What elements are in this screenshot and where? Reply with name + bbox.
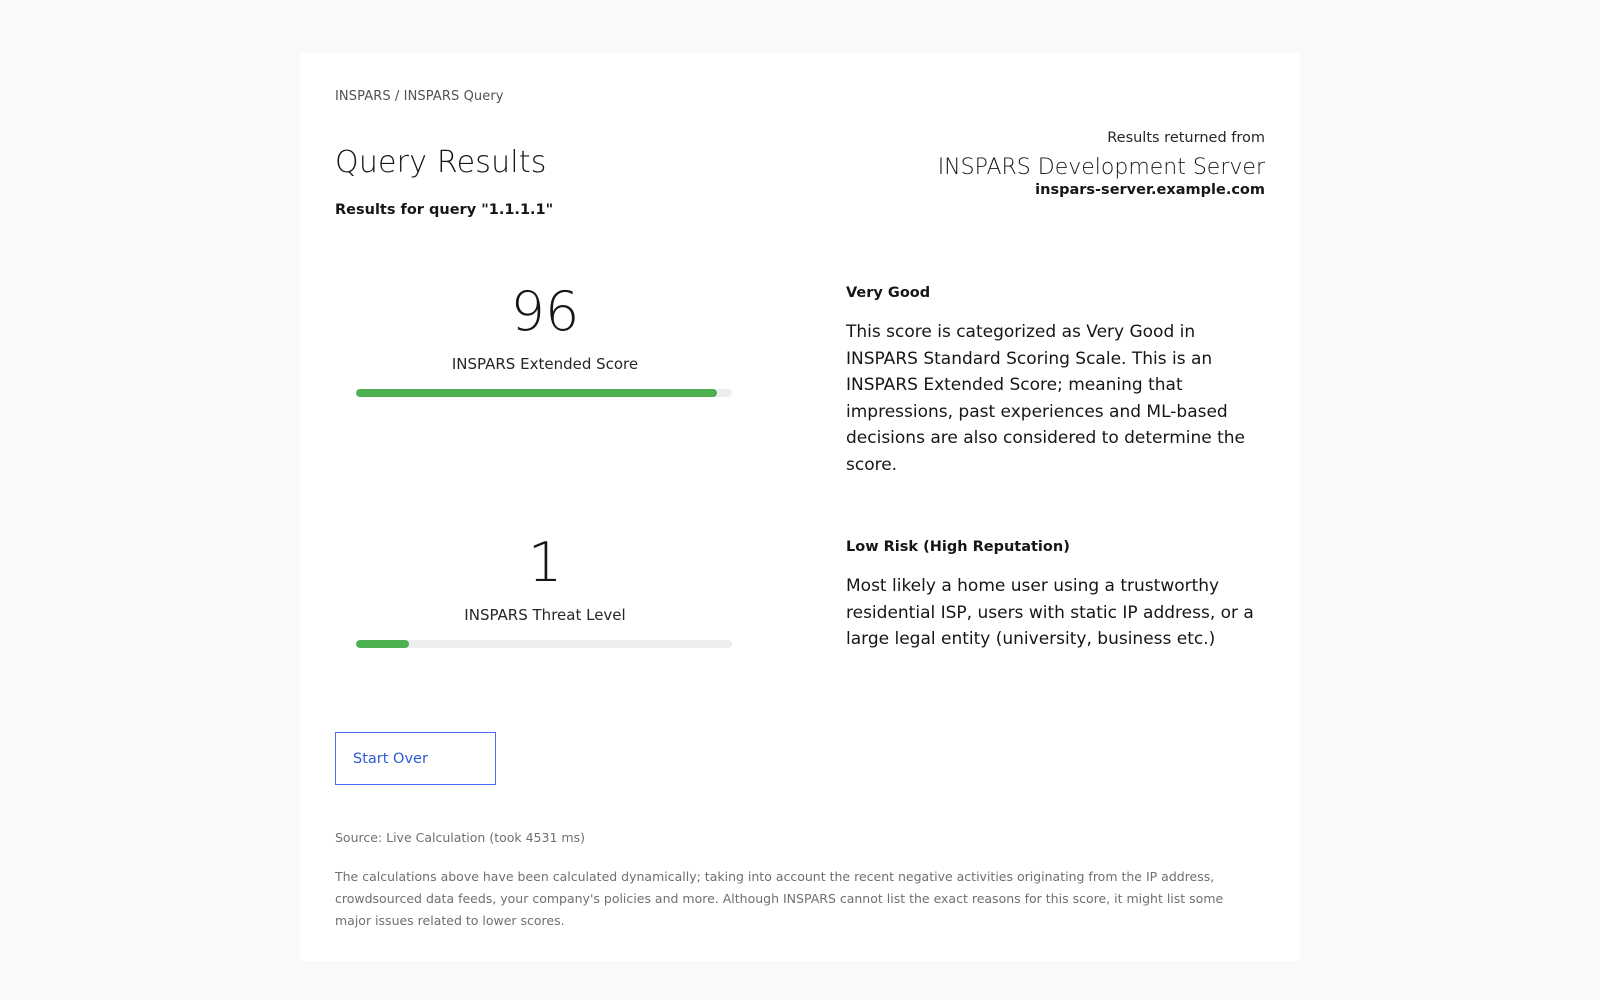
server-info [938,130,1265,198]
start-over-button[interactable]: Start Over [335,732,496,785]
server-name: INSPARS Development Server [937,155,1265,180]
extended-score-category: Very Good [846,285,931,301]
extended-score-description-text: This score is categorized as Very Good in INSPARS Standard Scoring Scale. This is an INSPARS Extended Score; meaning that impressions, past experiences and ML-based decisions are also considered to determine the score. [846,322,1246,475]
results-card [300,53,1300,961]
threat-level-value: 1 [527,531,563,594]
disclaimer-text: The calculations above have been calculated dynamically; taking into account the recent negative activities originating from the IP address, crowdsourced data feeds, your company's policies and more. Although INSPARS cannot list the exact reasons for this score, it might list some major issues related to lower scores. [335,869,1224,928]
extended-score-label: INSPARS Extended Score [451,355,639,373]
extended-score-progress-track [356,389,732,397]
server-prefix: Results returned from [1107,130,1265,146]
threat-level-description [846,539,1266,653]
server-host: inspars-server.example.com [1035,182,1265,198]
threat-level-label: INSPARS Threat Level [464,606,626,624]
source-info: Source: Live Calculation (took 4531 ms) [335,830,585,845]
threat-level-description-text: Most likely a home user using a trustworthy residential ISP, users with static IP address, or a large legal entity (university, business etc.) [846,576,1254,649]
extended-score-value: 96 [510,280,580,343]
breadcrumb: INSPARS / INSPARS Query [335,89,504,104]
query-subtitle: Results for query "1.1.1.1" [335,202,554,218]
extended-score-metric [335,280,755,405]
extended-score-description [846,285,1266,478]
threat-level-metric [335,531,755,656]
threat-level-progress-track [356,640,732,648]
extended-score-progress-fill [356,389,717,397]
threat-level-category: Low Risk (High Reputation) [846,539,1070,555]
page-title: Query Results [335,145,547,180]
threat-level-progress-fill [356,640,409,648]
